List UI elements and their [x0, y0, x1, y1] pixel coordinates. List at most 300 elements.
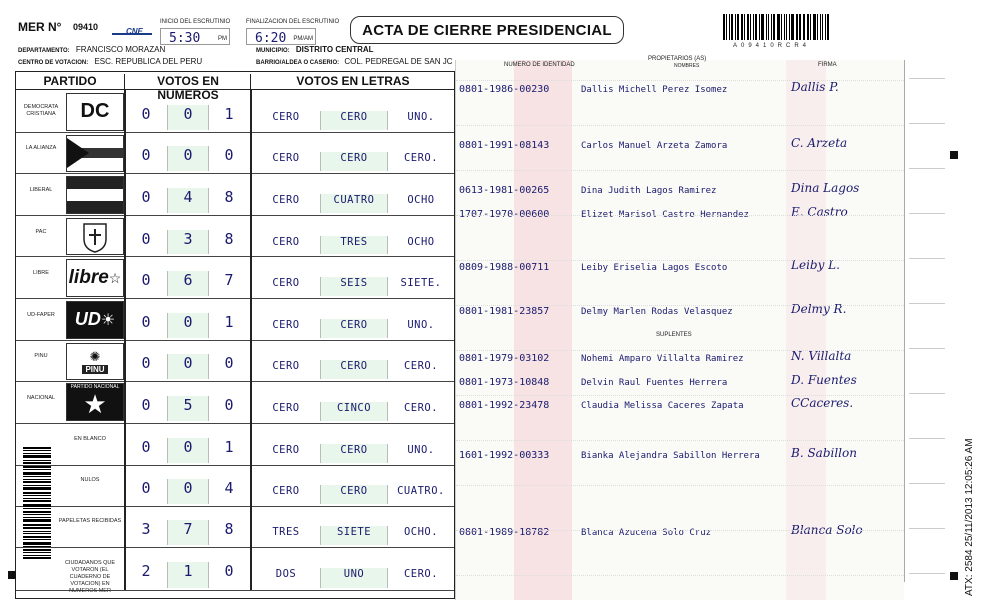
vote-digit: 1 — [208, 438, 249, 463]
vote-digit: 8 — [208, 188, 249, 213]
member-name: Delmy Marlen Rodas Velasquez — [581, 307, 733, 317]
vote-word: CERO. — [387, 360, 454, 379]
barcode-bar — [23, 504, 51, 507]
member-row — [456, 82, 904, 104]
barcode-bar — [23, 536, 51, 538]
alianza-flag-icon — [67, 138, 123, 168]
barcode-bar — [747, 14, 750, 40]
barcode-bar — [799, 14, 801, 40]
member-signature: D. Fuentes — [791, 373, 857, 387]
column-divider — [250, 173, 252, 215]
party-name: NACIONAL — [26, 394, 56, 401]
member-id: 0801-1992-23478 — [459, 400, 550, 411]
barcode-bar — [23, 472, 51, 475]
right-column — [904, 60, 949, 582]
column-divider — [250, 90, 252, 132]
barcode-bar — [737, 14, 739, 40]
barcode-bar — [803, 14, 804, 40]
members-header-firma: FIRMA — [818, 62, 837, 68]
vote-word: CERO — [272, 318, 300, 331]
pac-shield-icon — [80, 221, 110, 253]
finalizacion-label: FINALIZACION DEL ESCRUTINIO — [246, 19, 340, 25]
member-rule — [456, 575, 904, 576]
barcode-bar — [23, 533, 51, 534]
votes-table — [15, 71, 455, 599]
column-divider — [250, 298, 252, 340]
barcode-bar — [23, 508, 51, 509]
party-name: PAC — [35, 228, 47, 235]
barcode-bar — [23, 481, 51, 483]
barcode-bar — [755, 14, 757, 40]
right-column-line — [909, 258, 945, 259]
member-rule — [456, 395, 904, 396]
member-rule — [456, 80, 904, 81]
party-logo — [66, 135, 124, 173]
vote-word: UNO — [320, 568, 387, 588]
centro-row — [18, 57, 202, 66]
vote-digit: 0 — [141, 187, 151, 206]
right-column-line — [909, 438, 945, 439]
barcode-bar — [726, 14, 727, 40]
barcode-bar — [23, 450, 51, 451]
barcode-bar — [817, 14, 818, 40]
vote-word: CERO — [320, 152, 387, 171]
member-signature: B. Sabillon — [791, 446, 857, 460]
member-row — [456, 138, 904, 160]
barcode-bar — [23, 546, 51, 547]
member-row — [456, 260, 904, 282]
member-row — [456, 207, 904, 229]
right-mark-top — [950, 151, 958, 159]
inicio-box — [160, 28, 230, 45]
party-row — [16, 132, 454, 175]
summary-label: NULOS — [80, 477, 100, 484]
barcode-bar — [23, 542, 51, 545]
departamento-row — [18, 45, 165, 54]
vote-digit: 0 — [208, 562, 249, 588]
barcode-bar — [813, 14, 816, 40]
column-divider — [250, 256, 252, 298]
summary-label: EN BLANCO — [74, 435, 106, 442]
barcode-bar — [23, 552, 51, 553]
member-name: Delvin Raul Fuentes Herrera — [581, 378, 728, 388]
dc-logo-text: DC — [80, 100, 110, 123]
member-name: Carlos Manuel Arzeta Zamora — [581, 141, 728, 151]
barcode-bar — [771, 14, 772, 40]
vote-word: CINCO — [320, 402, 387, 421]
vote-digit: 0 — [167, 313, 208, 338]
member-id: 1601-1992-00333 — [459, 450, 550, 461]
barcode-bar — [23, 511, 51, 513]
vote-word: CERO — [272, 443, 300, 456]
party-row — [16, 173, 454, 216]
members-header-name: PROPIETARIOS (AS) — [648, 56, 707, 62]
barcode-bar — [810, 14, 811, 40]
vote-digit: 3 — [167, 230, 208, 255]
vote-word: CERO. — [387, 568, 454, 588]
vote-digit: 8 — [208, 520, 249, 545]
summary-row — [16, 423, 454, 466]
barcode-bar — [23, 549, 51, 551]
member-id: 0613-1981-00265 — [459, 185, 550, 196]
summary-row — [16, 547, 454, 595]
cne-logo — [112, 21, 152, 35]
barcode-bar — [23, 447, 51, 449]
member-row — [456, 375, 904, 397]
barcode-bar — [23, 476, 51, 477]
column-divider — [250, 381, 252, 423]
barcode-bar — [827, 14, 829, 40]
vote-word: UNO. — [387, 444, 454, 463]
barrio-label: BARRIO/ALDEA O CASERIO: — [256, 60, 340, 66]
vote-digit: 0 — [167, 354, 208, 379]
member-rule — [456, 215, 904, 216]
vote-digit: 0 — [141, 271, 151, 290]
barcode-bar — [23, 485, 51, 486]
barcode-bar — [23, 466, 51, 468]
vote-digit: 0 — [167, 438, 208, 463]
vote-word: UNO. — [387, 319, 454, 338]
vote-digit: 4 — [167, 188, 208, 213]
vote-word: CERO. — [387, 152, 454, 171]
barcode-bar — [23, 527, 51, 529]
vote-word: CERO — [272, 152, 300, 165]
party-name: PINU — [34, 353, 48, 360]
party-name: LIBRE — [33, 270, 49, 277]
vote-digit: 0 — [208, 354, 249, 379]
barcode-bar — [744, 14, 745, 40]
party-logo — [66, 176, 124, 214]
party-row — [16, 298, 454, 341]
member-row — [456, 448, 904, 470]
barrio-row — [256, 57, 454, 66]
member-signature: Dina Lagos — [791, 181, 860, 195]
vote-digit: 8 — [208, 230, 249, 255]
member-rule — [456, 170, 904, 171]
nacional-logo-label: PARTIDO NACIONAL — [70, 384, 120, 391]
barcode-bar — [23, 453, 51, 454]
member-rule — [456, 260, 904, 261]
member-signature: C. Arzeta — [791, 136, 848, 150]
party-row — [16, 215, 454, 258]
member-rule — [456, 530, 904, 531]
vote-word: CERO — [320, 485, 387, 504]
vote-word: OCHO — [387, 194, 454, 213]
party-logo — [66, 301, 124, 339]
cne-logo-text: CNE — [126, 27, 143, 36]
header-barcode — [723, 14, 831, 40]
party-row — [16, 381, 454, 424]
vote-digit: 4 — [208, 479, 249, 504]
right-column-line — [909, 483, 945, 484]
right-column-line — [909, 393, 945, 394]
column-divider — [250, 340, 252, 382]
centro-value: ESC. REPUBLICA DEL PERU — [94, 57, 203, 66]
party-row — [16, 90, 454, 133]
barcode-bar — [23, 487, 51, 490]
barcode-bar — [753, 14, 754, 40]
barcode-bar — [786, 14, 787, 40]
barcode-bar — [784, 14, 786, 40]
party-name: LA ALIANZA — [25, 145, 57, 152]
barcode-bar — [820, 14, 822, 40]
barcode-bar — [750, 14, 751, 40]
summary-label: PAPELETAS RECIBIDAS — [58, 518, 122, 525]
party-name: DEMOCRATA CRISTIANA — [23, 103, 59, 117]
barcode-bar — [23, 460, 51, 461]
member-name: Leiby Eriselia Lagos Escoto — [581, 263, 728, 273]
vote-word: CERO — [320, 360, 387, 379]
municipio-value: DISTRITO CENTRAL — [295, 45, 374, 54]
vote-word: CERO — [272, 110, 300, 123]
star-icon: ☆ — [108, 269, 122, 286]
right-column-line — [909, 303, 945, 304]
vote-word: CERO — [272, 193, 300, 206]
summary-label: CIUDADANOS QUE VOTARON (EL CUADERNO DE VOTACION) EN NUMEROS MER — [64, 560, 116, 595]
ud-logo-text: UD — [74, 309, 101, 330]
members-header-id: NUMERO DE IDENTIDAD — [504, 62, 575, 68]
member-signature: E. Castro — [791, 205, 848, 219]
party-logo — [66, 218, 124, 256]
libre-logo-text: libre — [68, 267, 109, 289]
vote-word: UNO. — [387, 111, 454, 130]
right-mark-bottom — [950, 572, 958, 580]
column-divider — [250, 132, 252, 174]
vote-digit: 6 — [167, 271, 208, 296]
vote-digit: 3 — [141, 520, 151, 539]
barcode-bar — [825, 14, 826, 40]
member-name: Bianka Alejandra Sabillon Herrera — [581, 451, 760, 461]
barcode-bar — [23, 500, 51, 502]
member-name: Dina Judith Lagos Ramirez — [581, 186, 717, 196]
member-rule — [456, 305, 904, 306]
party-logo — [66, 383, 124, 421]
vote-digit: 7 — [167, 520, 208, 545]
member-signature: Delmy R. — [791, 302, 847, 316]
member-rule — [456, 440, 904, 441]
member-row — [456, 304, 904, 326]
member-id: 0809-1988-00711 — [459, 262, 550, 273]
vote-digit: 0 — [141, 104, 151, 123]
barcode-bar — [23, 479, 51, 480]
barcode-bar — [23, 455, 51, 458]
column-divider — [250, 423, 252, 465]
votes-table-header — [16, 72, 454, 102]
vote-word: CERO — [320, 444, 387, 463]
right-column-line — [909, 168, 945, 169]
barcode-bar — [23, 519, 51, 522]
barcode-bar — [804, 14, 805, 40]
vote-digit: 1 — [208, 105, 249, 130]
right-column-line — [909, 573, 945, 574]
vote-word: TRES — [272, 526, 300, 539]
inicio-time: 5:30 — [169, 31, 201, 46]
departamento-label: DEPARTAMENTO: — [18, 48, 70, 54]
barcode-bar — [23, 514, 51, 515]
vote-digit: 0 — [141, 146, 151, 165]
member-name: Elizet Marisol Castro Hernandez — [581, 210, 749, 220]
party-name: UD-FAPER — [27, 311, 55, 318]
party-logo — [66, 343, 124, 381]
barcode-bar — [23, 539, 51, 540]
barrio-value: COL. PEDREGAL DE SAN JC — [344, 57, 453, 66]
fin-box — [246, 28, 316, 45]
member-id: 0801-1989-18782 — [459, 527, 550, 538]
departamento-value: FRANCISCO MORAZAN — [75, 45, 166, 54]
vote-word: CUATRO. — [387, 485, 454, 504]
fin-suffix: PM/AM — [293, 36, 313, 42]
members-suplentes: SUPLENTES — [656, 332, 692, 338]
vote-word: CERO. — [387, 402, 454, 421]
vote-digit: 0 — [141, 354, 151, 373]
vote-word: CUATRO — [320, 194, 387, 213]
member-id: 0801-1986-00230 — [459, 84, 550, 95]
barcode-bar — [777, 14, 780, 40]
barcode-bar — [766, 14, 768, 40]
mer-number: 09410 — [73, 22, 99, 32]
barcode-bar — [731, 14, 734, 40]
barcode-bar — [729, 14, 730, 40]
header-votos-numeros: VOTOS EN NUMEROS — [124, 74, 251, 89]
right-column-line — [909, 123, 945, 124]
barcode-bar — [23, 555, 51, 556]
vote-digit: 0 — [141, 312, 151, 331]
barcode-bar — [735, 14, 736, 40]
sun-icon: ☀ — [100, 311, 116, 329]
header-barcode-text: A09410RCR4 — [733, 43, 811, 49]
members-header-name-sub: NOMBRES — [674, 63, 700, 69]
liberal-flag-icon — [67, 177, 123, 213]
barcode-bar — [768, 14, 769, 40]
member-signature: CCaceres. — [791, 396, 854, 410]
vote-word: CERO — [320, 319, 387, 338]
vote-word: DOS — [275, 568, 297, 581]
barcode-bar — [23, 492, 51, 494]
inicio-label: INICIO DEL ESCRUTINIO — [160, 19, 231, 25]
column-divider — [250, 215, 252, 257]
vote-word: CERO — [272, 235, 300, 248]
vote-word: TRES — [320, 236, 387, 255]
column-divider — [250, 465, 252, 506]
barcode-bar — [759, 14, 760, 40]
barcode-bar — [723, 14, 725, 40]
vote-digit: 5 — [167, 396, 208, 421]
barcode-bar — [796, 14, 798, 40]
vote-digit: 0 — [208, 146, 249, 171]
member-signature: Blanca Solo — [791, 523, 863, 537]
barcode-bar — [781, 14, 782, 40]
fin-time: 6:20 — [255, 31, 287, 46]
right-column-line — [909, 528, 945, 529]
barcode-bar — [23, 498, 51, 499]
member-id: 0801-1973-10848 — [459, 377, 550, 388]
member-rule — [456, 485, 904, 486]
vote-digit: 0 — [141, 395, 151, 414]
vote-word: SIETE. — [387, 277, 454, 296]
vote-word: CERO — [320, 111, 387, 130]
member-row — [456, 398, 904, 420]
mer-label: MER N° — [18, 20, 62, 34]
page-title-text: ACTA DE CIERRE PRESIDENCIAL — [362, 21, 612, 39]
municipio-label: MUNICIPIO: — [256, 48, 290, 54]
member-name: Dallis Michell Perez Isomez — [581, 85, 728, 95]
vote-digit: 0 — [167, 105, 208, 130]
header-votos-letras: VOTOS EN LETRAS — [250, 74, 455, 89]
vote-word: SIETE — [320, 526, 387, 545]
barcode-bar — [773, 14, 775, 40]
member-name: Nohemi Amparo Villalta Ramirez — [581, 354, 744, 364]
member-id: 0801-1991-08143 — [459, 140, 550, 151]
member-name: Claudia Melissa Caceres Zapata — [581, 401, 744, 411]
party-logo — [66, 93, 124, 131]
vote-word: SEIS — [320, 277, 387, 296]
member-signature: Dallis P. — [791, 80, 839, 94]
barcode-bar — [23, 469, 51, 470]
member-row — [456, 183, 904, 205]
vote-digit: 0 — [141, 437, 151, 456]
barcode-bar — [23, 462, 51, 464]
member-row — [456, 525, 904, 547]
column-divider — [250, 547, 252, 590]
scan-stamp-text: ATX: 2584 25/11/2013 12:05:26 AM — [964, 438, 975, 596]
barcode-bar — [23, 524, 51, 526]
barcode-bar — [761, 14, 764, 40]
vote-word: OCHO. — [387, 526, 454, 545]
member-name: Blanca Azucena Solo Cruz — [581, 528, 712, 538]
pinu-emblem-icon: ✺ — [89, 348, 101, 364]
vote-digit: 0 — [167, 479, 208, 504]
member-rule — [456, 125, 904, 126]
members-panel — [455, 56, 904, 600]
member-id: 0801-1981-23857 — [459, 306, 550, 317]
vote-digit: 7 — [208, 271, 249, 296]
page-title — [350, 16, 624, 44]
barcode-bar — [23, 495, 51, 496]
nacional-star-icon: ★ — [83, 389, 107, 420]
barcode-bar — [791, 14, 794, 40]
inicio-suffix: PM — [218, 36, 227, 42]
member-row — [456, 351, 904, 373]
barcode-bar — [23, 517, 51, 518]
right-column-line — [909, 213, 945, 214]
barcode-bar — [23, 531, 51, 532]
vote-word: OCHO — [387, 236, 454, 255]
member-id: 1707-1970-00600 — [459, 209, 550, 220]
member-signature: Leiby L. — [791, 258, 840, 272]
column-divider — [250, 506, 252, 547]
vote-digit: 0 — [141, 479, 151, 498]
barcode-bar — [23, 557, 51, 559]
vote-digit: 0 — [141, 229, 151, 248]
header-partido: PARTIDO — [43, 74, 97, 88]
right-column-line — [909, 78, 945, 79]
barcode-bar — [741, 14, 743, 40]
party-logo — [66, 259, 124, 297]
member-id: 0801-1979-03102 — [459, 353, 550, 364]
corner-mark — [8, 571, 16, 579]
summary-row — [16, 506, 454, 548]
centro-label: CENTRO DE VOTACION: — [18, 60, 89, 66]
left-barcode — [23, 447, 51, 565]
vote-word: CERO — [272, 485, 300, 498]
pinu-logo-text: PINU — [82, 365, 107, 374]
member-signature: N. Villalta — [791, 349, 852, 363]
scan-stamp — [964, 396, 975, 596]
vote-digit: 0 — [167, 146, 208, 171]
barcode-bar — [789, 14, 790, 40]
party-row — [16, 340, 454, 383]
barcode-bar — [807, 14, 809, 40]
